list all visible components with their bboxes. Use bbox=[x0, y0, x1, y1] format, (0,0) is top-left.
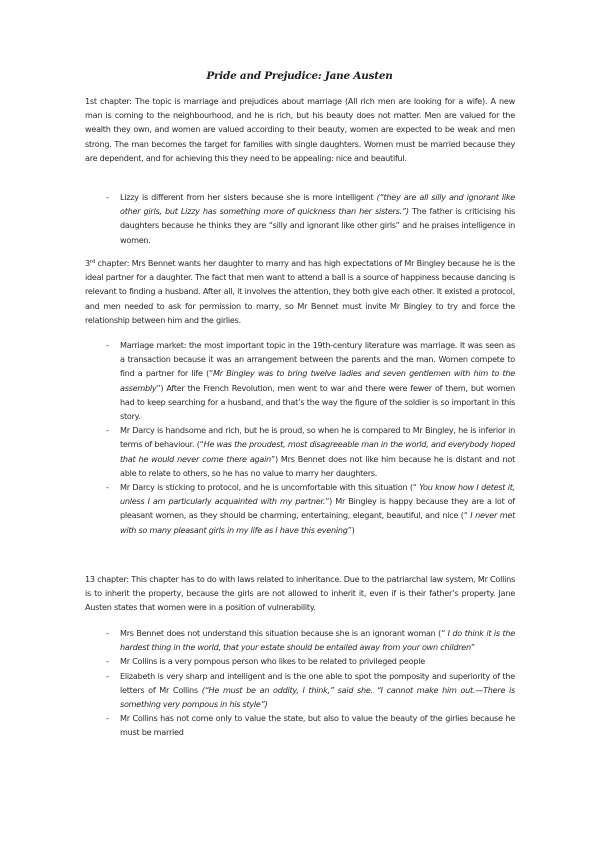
chapter-3-paragraph bbox=[85, 256, 515, 327]
body-text: ”) bbox=[347, 524, 355, 535]
quote-text: I never met with so many pleasant girls in my life as I have this evening bbox=[120, 510, 515, 535]
chapter-1-bullets bbox=[85, 190, 515, 247]
body-text: ”) After the French Revolution, men went to war and there were fewer of them, but women had to keep searching for a husband, and that’s the way the figure of the soldier is so important in this story. bbox=[120, 382, 515, 422]
bullet-dash: - bbox=[106, 628, 109, 638]
body-text: Mr Darcy is handsome and rich, but he is proud, so when he is compared to Mr Bingley, he is inferior in terms of behaviour. (“ bbox=[120, 425, 515, 450]
bullet-dash: - bbox=[106, 482, 109, 493]
body-text: Elizabeth is very sharp and intelligent and is the one able to spot the pomposity and superiority of the letters of Mr Collins bbox=[120, 670, 515, 695]
body-text: 13 chapter: This chapter has to do with laws related to inheritance. Due to the patriarchal law system, Mr Collins is to inherit the property, because the girls are not allowed to inherit it, even if is their father’s property. Jane Austen states that women were in a position of vulnerability. bbox=[85, 574, 515, 613]
bullet-item bbox=[85, 654, 515, 668]
bullet-dash: - bbox=[106, 340, 109, 350]
body-text: 3 bbox=[85, 258, 90, 268]
quote-text: You know how I detest it, unless I am particularly acquainted with my partner. bbox=[120, 482, 515, 507]
bullet-item bbox=[85, 669, 515, 712]
document-title: Pride and Prejudice: Jane Austen bbox=[206, 70, 393, 82]
chapter-13-paragraph bbox=[85, 572, 515, 615]
bullet-dash: - bbox=[106, 670, 109, 681]
quote-text: (“they are all silly and ignorant like other girls, but Lizzy has something more of quickness than her sisters.”) bbox=[120, 192, 515, 217]
body-text: Lizzy is different from her sisters because she is more intelligent bbox=[120, 192, 377, 202]
bullet-dash: - bbox=[106, 656, 109, 667]
bullet-item bbox=[85, 338, 515, 423]
bullet-item bbox=[85, 480, 515, 537]
quote-text: Mr Bingley was to bring twelve ladies and seven gentlemen with him to the assembly bbox=[120, 368, 516, 393]
body-text: Mr Darcy is sticking to protocol, and he is uncomfortable with this situation (“ bbox=[120, 482, 420, 493]
bullet-dash: - bbox=[106, 713, 109, 724]
body-text: The father is criticising his daughters because he thinks they are “silly and ignorant like other girls” and he praises intelligence in women. bbox=[120, 206, 515, 245]
bullet-item bbox=[85, 423, 515, 480]
chapter-1-paragraph bbox=[85, 94, 515, 165]
quote-text: (“He must be an oddity, I think,” said she. “I cannot make him out.—There is something very pompous in his style”) bbox=[120, 684, 515, 710]
body-text: 1st chapter: The topic is marriage and prejudices about marriage (All rich men are looking for a wife). A new man is coming to the neighbourhood, and he is rich, but his beauty does not matter. Men are valued for the wealth they own, and women are valued according to their beauty, women are expected to be weak and men strong. The man becomes the target for families with single daughters. Women must be married because they are dependent, and for achieving this they need to be appealing: nice and beautiful. bbox=[85, 96, 515, 163]
bullet-item bbox=[85, 711, 515, 739]
quote-text: I do think it is the hardest thing in the world, that your estate should be entailed away from your own children bbox=[120, 628, 515, 653]
body-text: Mrs Bennet does not understand this situation because she is an ignorant woman (“ bbox=[120, 628, 448, 638]
chapter-13-bullets bbox=[85, 626, 515, 740]
bullet-item bbox=[85, 626, 515, 654]
body-text: ”) Mr Bingley is happy because they are a lot of pleasant women, as they should be charming, entertaining, elegant, beautiful, and nice (“ bbox=[120, 496, 515, 521]
body-text: Mr Collins has not come only to value the state, but also to value the beauty of the girlies because he must be married bbox=[120, 713, 515, 738]
body-text: ” bbox=[470, 642, 475, 653]
body-text: Marriage market: the most important topic in the 19th-century literature was marriage. It was seen as a transaction because it was an arrangement between the parents and the man. Women compete to find a partner for life (“ bbox=[120, 340, 515, 379]
bullet-dash: - bbox=[106, 192, 109, 202]
bullet-item bbox=[85, 190, 515, 247]
body-text: Mr Collins is a very pompous person who likes to be related to privileged people bbox=[120, 656, 425, 667]
bullet-dash: - bbox=[106, 425, 109, 436]
superscript: rd bbox=[89, 259, 96, 265]
chapter-3-bullets bbox=[85, 338, 515, 537]
quote-text: He was the proudest, most disagreeable man in the world, and everybody hoped that he would never come there again bbox=[120, 439, 515, 464]
body-text: chapter: Mrs Bennet wants her daughter to marry and has high expectations of Mr Bingley because he is the ideal partner for a daughter. The fact that men want to attend a ball is a source of happiness because dancing is relevant to finding a husband. After all, it involves the attention, they both give each other. It existed a protocol, and men needed to ask for permission to marry, so Mr Bennet must invite Mr Bingley to try and force the relationship between him and the girlies. bbox=[85, 258, 515, 325]
body-text: ”) Mrs Bennet does not like him because he is distant and not able to relate to others, so he has no value to marry her daughters. bbox=[120, 453, 515, 478]
